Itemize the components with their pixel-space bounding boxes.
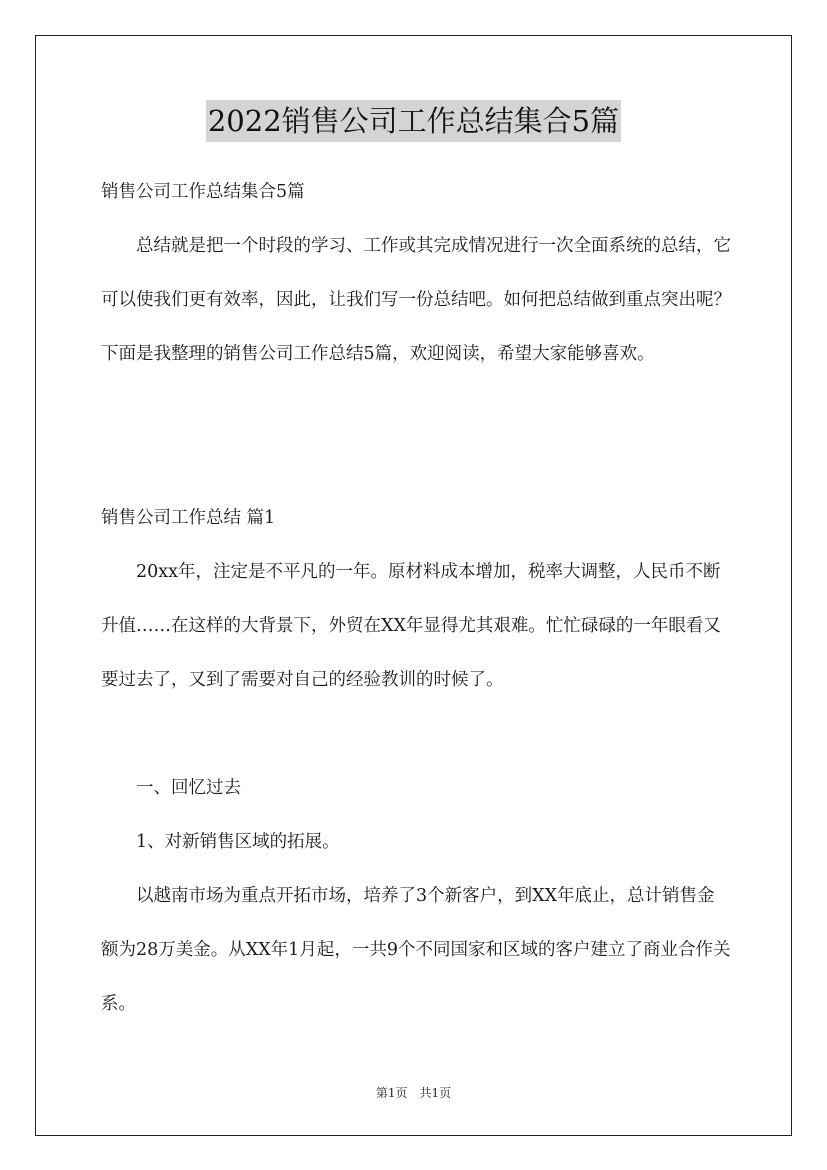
heading-recall-past: 一、回忆过去 bbox=[136, 778, 241, 798]
document-subtitle: 销售公司工作总结集合5篇 bbox=[101, 182, 305, 202]
body-paragraph-1: 20xx年，注定是不平凡的一年。原材料成本增加，税率大调整，人民币不断升值……在这样的大背景下，外贸在XX年显得尤其艰难。忙忙碌碌的一年眼看又要过去了，又到了需要对自己的经验教训的时候了。 bbox=[101, 562, 721, 690]
page-footer: 第1页 共1页 bbox=[375, 1086, 452, 1100]
section-heading: 销售公司工作总结 篇1 bbox=[101, 508, 276, 528]
title-container bbox=[0, 100, 827, 142]
body-paragraph-2: 以越南市场为重点开拓市场，培养了3个新客户，到XX年底止，总计销售金额为28万美金。从XX年1月起，一共9个不同国家和区域的客户建立了商业合作关系。 bbox=[101, 886, 731, 1014]
document-title: 2022销售公司工作总结集合5篇 bbox=[206, 100, 621, 142]
intro-paragraph: 总结就是把一个时段的学习、工作或其完成情况进行一次全面系统的总结，它可以使我们更有效率，因此，让我们写一份总结吧。如何把总结做到重点突出呢？下面是我整理的销售公司工作总结5篇，欢迎阅读，希望大家能够喜欢。 bbox=[101, 236, 731, 364]
heading-new-region: 1、对新销售区域的拓展。 bbox=[136, 832, 340, 852]
